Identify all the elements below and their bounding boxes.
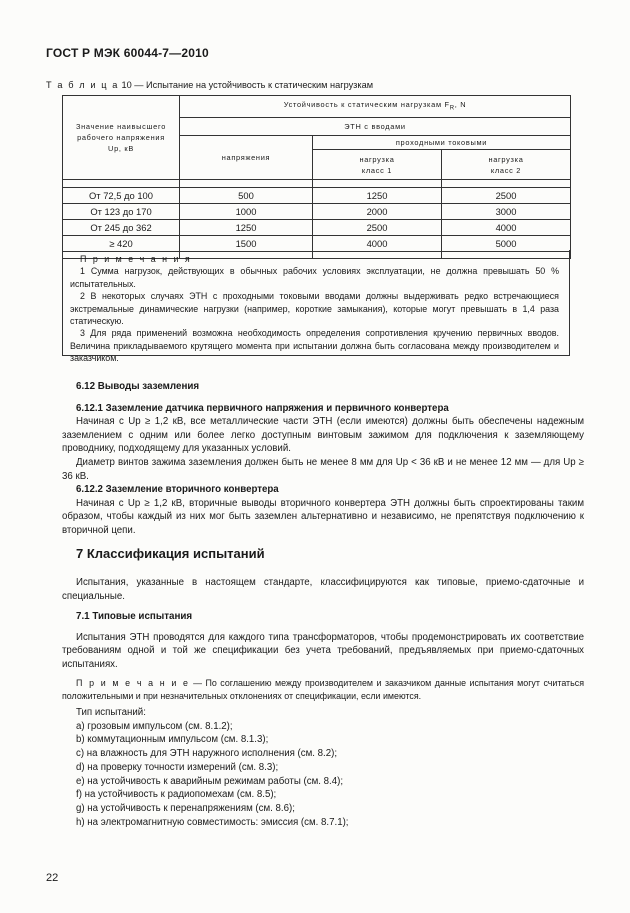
- list-item: a) грозовым импульсом (см. 8.1.2);: [76, 720, 233, 732]
- table-row: [63, 204, 571, 220]
- cell-range: От 245 до 362: [63, 220, 180, 236]
- cell-voltage: 500: [180, 188, 313, 204]
- note-2: 2 В некоторых случаях ЭТН с проходными токовыми вводами должны выдерживать редко встречающиеся экстремальные динамические нагрузки (например, короткие замыкания), которые могут превышать в 1,4 раза статическую.: [70, 291, 559, 327]
- cell-voltage: 1250: [180, 220, 313, 236]
- list-item: c) на влажность для ЭТН наружного исполнения (см. 8.2);: [76, 748, 338, 760]
- table-caption-text: 10 — Испытание на устойчивость к статическим нагрузкам: [121, 80, 374, 90]
- cell-range: От 72,5 до 100: [63, 188, 180, 204]
- section-6-12-2-para-1: Начиная с Uр ≥ 1,2 кВ, вторичные выводы вторичного конвертера ЭТН должны быть спроектированы таким образом, чтобы каждый из них мог быть заземлен альтернативно и независимо, не препятствуя подключению к вторичной цепи.: [62, 497, 584, 536]
- list-item: f) на устойчивость к радиопомехам (см. 8.5);: [76, 789, 277, 801]
- list-item: b) коммутационным импульсом (см. 8.1.3);: [76, 734, 269, 746]
- section-7-1-para: Испытания ЭТН проводятся для каждого типа трансформаторов, чтобы продемонстрировать их соответствие требованиям одной и той же спецификации без учета требований, предъявляемых при приемо-сдаточных испытаниях.: [62, 631, 584, 670]
- section-6-12-1-para-2: Диаметр винтов зажима заземления должен быть не менее 8 мм для Uр < 36 кВ и не менее 12 мм — для Uр ≥ 36 кВ.: [62, 456, 584, 482]
- cell-load1: 2000: [313, 204, 442, 220]
- cell-load2: 3000: [442, 204, 571, 220]
- table-caption-prefix: Т а б л и ц а: [46, 80, 119, 90]
- list-item: g) на устойчивость к перенапряжениям (см. 8.6);: [76, 802, 295, 814]
- section-6-12: [62, 380, 584, 538]
- page-number: 22: [46, 872, 59, 884]
- header-eth-with-bushings: ЭТН с вводами: [180, 118, 571, 136]
- section-7-intro: Испытания, указанные в настоящем стандарте, классифицируются как типовые, приемо-сдаточные и специальные.: [62, 577, 584, 602]
- section-7-1: [62, 610, 584, 702]
- section-7-1-title: 7.1 Типовые испытания: [76, 611, 193, 622]
- section-7-title: 7 Классификация испытаний: [76, 546, 265, 561]
- cell-load1: 1250: [313, 188, 442, 204]
- list-item: h) на электромагнитную совместимость: эмиссия (см. 8.7.1);: [76, 816, 349, 828]
- note-1: 1 Сумма нагрузок, действующих в обычных рабочих условиях эксплуатации, не должна превышать 50 % испытательных.: [70, 266, 559, 289]
- document-header: ГОСТ Р МЭК 60044-7—2010: [46, 46, 209, 60]
- table-10: [62, 95, 571, 259]
- header-load-class-2: нагрузка класс 2: [442, 150, 571, 180]
- group-header-static-load: Устойчивость к статическим нагрузкам $F_R$, N: [180, 96, 571, 118]
- list-item: e) на устойчивость к аварийным режимам работы (см. 8.4);: [76, 775, 344, 787]
- table-caption: [46, 80, 373, 90]
- note-3: 3 Для ряда применений возможна необходимость определения сопротивления кручению первичных вводов. Величина прикладываемого крутящего момента при испытании должна быть согласована между производителем и заказчиком.: [70, 328, 559, 364]
- header-load-class-1: нагрузка класс 1: [313, 150, 442, 180]
- cell-range: ≥ 420: [63, 236, 180, 252]
- header-bushing-current: проходными токовыми: [313, 136, 571, 150]
- section-6-12-1-para-1: Начиная с Uр ≥ 1,2 кВ, все металлические части ЭТН (если имеются) должны быть обеспечены надежным заземлением с одним или более легко доступным винтовым зажимом для подключения к заземляющему проводнику, подходящему для указанных условий.: [62, 416, 584, 455]
- table-row: [63, 188, 571, 204]
- cell-load2: 5000: [442, 236, 571, 252]
- test-types-list: [76, 706, 349, 829]
- list-title: Тип испытаний:: [76, 707, 146, 718]
- notes-title: П р и м е ч а н и я: [80, 254, 192, 264]
- header-voltage: напряжения: [180, 136, 313, 180]
- cell-range: От 123 до 170: [63, 204, 180, 220]
- cell-voltage: 1500: [180, 236, 313, 252]
- col-header-voltage-range: Значение наивысшего рабочего напряжения Uр, кВ: [63, 96, 180, 180]
- cell-voltage: 1000: [180, 204, 313, 220]
- cell-load1: 2500: [313, 220, 442, 236]
- table-notes: [62, 250, 570, 364]
- section-6-12-2-title: 6.12.2 Заземление вторичного конвертера: [76, 484, 279, 496]
- table-row: [63, 220, 571, 236]
- list-item: d) на проверку точности измерений (см. 8.3);: [76, 761, 279, 773]
- cell-load2: 4000: [442, 220, 571, 236]
- cell-load1: 4000: [313, 236, 442, 252]
- section-7-1-note: П р и м е ч а н и е — По соглашению между производителем и заказчиком данные испытания могут считаться положительными и при незначительных отклонениях от спецификации, если имеются.: [62, 678, 584, 701]
- section-6-12-1-title: 6.12.1 Заземление датчика первичного напряжения и первичного конвертера: [76, 402, 449, 414]
- cell-load2: 2500: [442, 188, 571, 204]
- section-6-12-title: 6.12 Выводы заземления: [76, 381, 200, 392]
